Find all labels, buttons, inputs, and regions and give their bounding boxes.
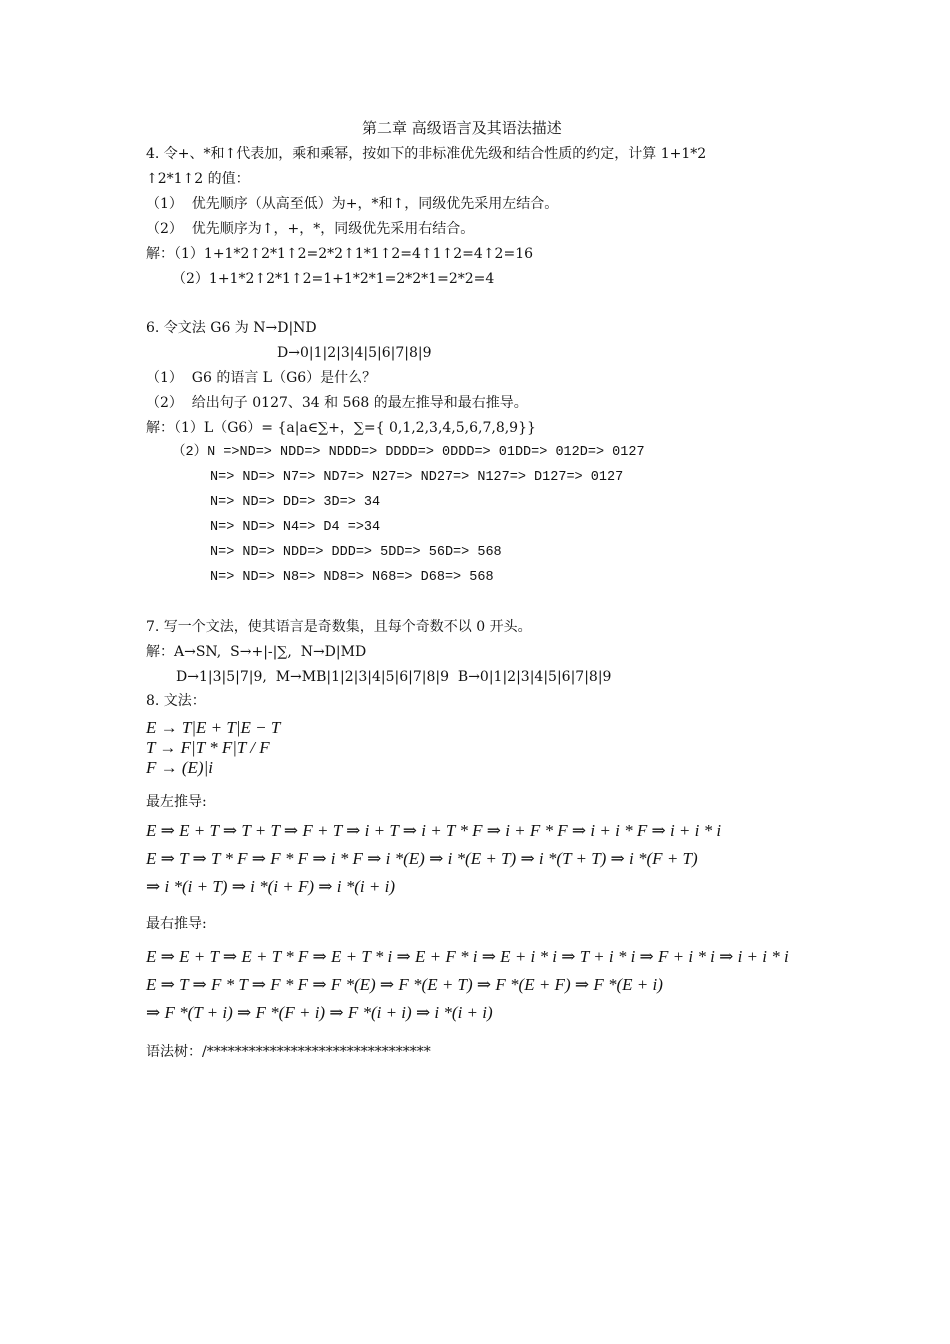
q6-line-2: D→0|1|2|3|4|5|6|7|8|9 — [277, 345, 432, 361]
rightmost-derivation-2: E ⇒ T ⇒ F * T ⇒ F * F ⇒ F *(E) ⇒ F *(E + T) ⇒ F *(E + F) ⇒ F *(E + i) — [146, 975, 663, 994]
q6-derivation-2: N=> ND=> N7=> ND7=> N27=> ND27=> N127=> D127=> 0127 — [210, 470, 624, 485]
q8-grammar-2: T → F|T * F|T / F — [146, 738, 270, 757]
rightmost-derivation-3: ⇒ F *(T + i) ⇒ F *(F + i) ⇒ F *(i + i) ⇒ i *(i + i) — [146, 1003, 493, 1022]
q7-line-1: 7. 写一个文法，使其语言是奇数集，且每个奇数不以 0 开头。 — [146, 619, 532, 635]
q6-derivation-5: N=> ND=> NDD=> DDD=> 5DD=> 56D=> 568 — [210, 545, 502, 560]
q4-option-2: （2） 优先顺序为↑，+，*，同级优先采用右结合。 — [146, 221, 475, 237]
leftmost-derivation-2: E ⇒ T ⇒ T * F ⇒ F * F ⇒ i * F ⇒ i *(E) ⇒ i *(E + T) ⇒ i *(T + T) ⇒ i *(F + T) — [146, 849, 698, 868]
q6-line-1: 6. 令文法 G6 为 N→D|ND — [146, 320, 317, 336]
q4-line-2: ↑2*1↑2 的值： — [146, 171, 250, 187]
q6-option-1: （1） G6 的语言 L（G6）是什么？ — [146, 370, 377, 386]
q6-derivation-4: N=> ND=> N4=> D4 =>34 — [210, 520, 381, 535]
syntax-tree-line: 语法树：/******************************** — [146, 1044, 431, 1060]
q6-solution-1: 解：（1）L（G6）= {a|a∈∑+，∑={ 0,1,2,3,4,5,6,7,8,9}} — [146, 420, 536, 436]
leftmost-derivation-3: ⇒ i *(i + T) ⇒ i *(i + F) ⇒ i *(i + i) — [146, 877, 396, 896]
q4-solution-2: （2）1+1*2↑2*1↑2=1+1*2*1=2*2*1=2*2=4 — [172, 271, 495, 287]
leftmost-derivation-label: 最左推导: — [146, 794, 207, 810]
q8-line-1: 8. 文法： — [146, 693, 206, 709]
q6-option-2: （2） 给出句子 0127、34 和 568 的最左推导和最右推导。 — [146, 395, 528, 411]
q7-solution-2: D→1|3|5|7|9, M→MB|1|2|3|4|5|6|7|8|9 B→0|1|2|3|4|5|6|7|8|9 — [176, 669, 612, 685]
rightmost-derivation-label: 最右推导: — [146, 916, 207, 932]
q4-line-1: 4. 令+、*和↑代表加，乘和乘幂，按如下的非标准优先级和结合性质的约定，计算 1+1*2 — [146, 146, 707, 162]
q6-derivation-6: N=> ND=> N8=> ND8=> N68=> D68=> 568 — [210, 570, 494, 585]
leftmost-derivation-1: E ⇒ E + T ⇒ T + T ⇒ F + T ⇒ i + T ⇒ i + T * F ⇒ i + F * F ⇒ i + i * F ⇒ i + i * i — [146, 821, 722, 840]
q6-derivation-3: N=> ND=> DD=> 3D=> 34 — [210, 495, 381, 510]
q6-derivation-1: （2）N =>ND=> NDD=> NDDD=> DDDD=> 0DDD=> 01DD=> 012D=> 0127 — [172, 445, 645, 460]
q4-solution-1: 解：（1）1+1*2↑2*1↑2=2*2↑1*1↑2=4↑1↑2=4↑2=16 — [146, 246, 534, 262]
page-title: 第二章 高级语言及其语法描述 — [362, 119, 562, 137]
q8-grammar-3: F → (E)|i — [146, 758, 213, 777]
rightmost-derivation-1: E ⇒ E + T ⇒ E + T * F ⇒ E + T * i ⇒ E + F * i ⇒ E + i * i ⇒ T + i * i ⇒ F + i * i ⇒ i + i * i — [146, 947, 789, 966]
q8-grammar-1: E → T|E + T|E − T — [146, 718, 281, 737]
q4-option-1: （1） 优先顺序（从高至低）为+，*和↑，同级优先采用左结合。 — [146, 196, 559, 212]
q7-solution-1: 解：A→SN, S→+|-|∑, N→D|MD — [146, 644, 367, 660]
